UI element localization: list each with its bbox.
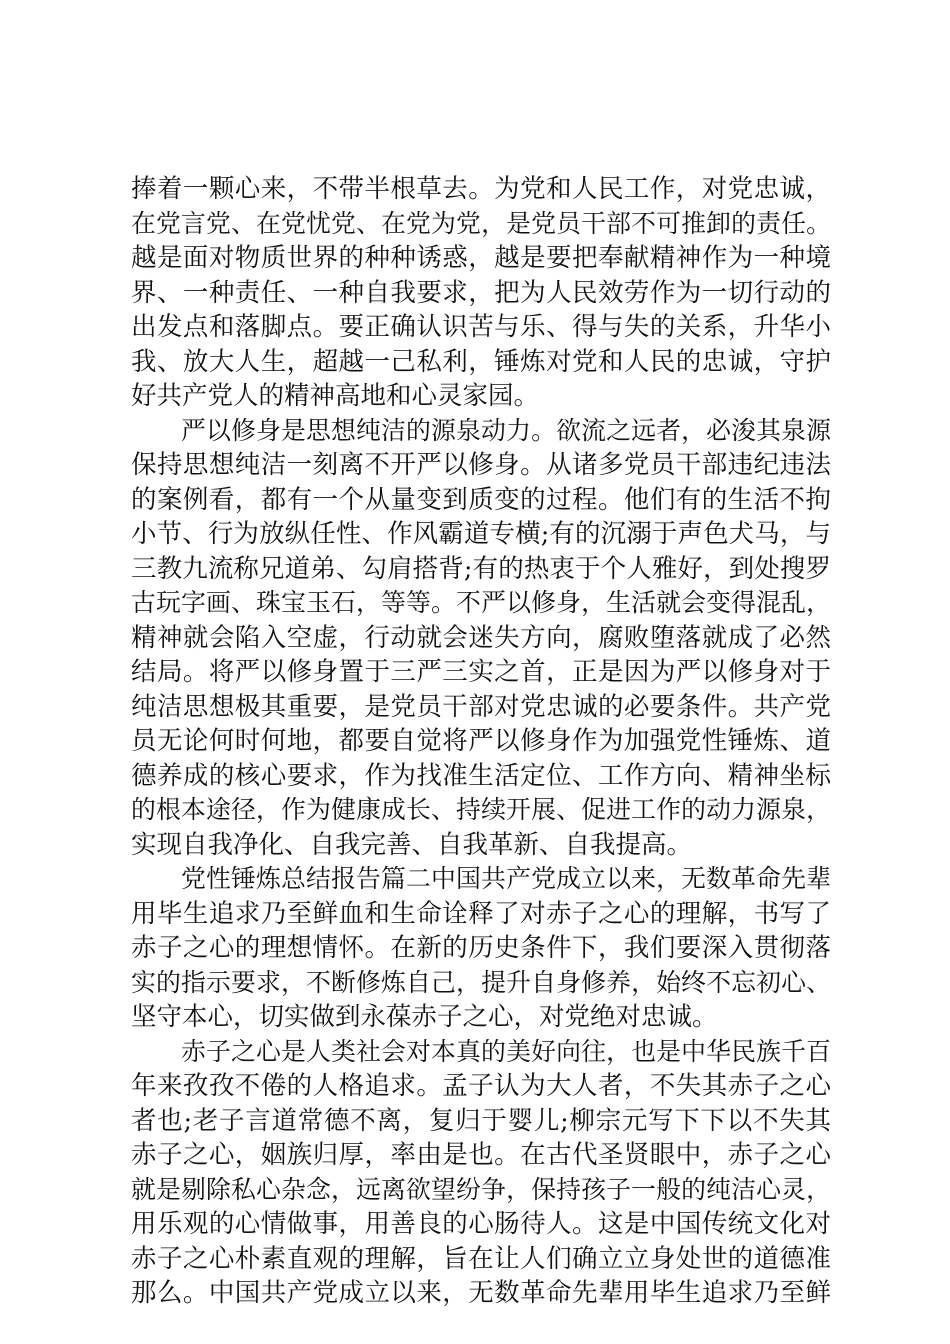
text-line: 越是面对物质世界的种种诱惑，越是要把奉献精神作为一种境 bbox=[131, 243, 831, 273]
paragraph-first-line: 党性锤炼总结报告篇二中国共产党成立以来，无数革命先辈 bbox=[181, 864, 831, 893]
text-line: 保持思想纯洁一刻离不开严以修身。从诸多党员干部违纪违法 bbox=[131, 450, 831, 480]
text-line: 实的指示要求，不断修炼自己，提升自身修养，始终不忘初心、 bbox=[131, 967, 831, 997]
text-line: 那么。中国共产党成立以来，无数革命先辈用毕生追求乃至鲜 bbox=[131, 1278, 831, 1308]
text-line: 精神就会陷入空虚，行动就会迷失方向，腐败堕落就成了必然 bbox=[131, 622, 831, 653]
text-line: 年来孜孜不倦的人格追求。孟子认为大人者，不失其赤子之心 bbox=[131, 1071, 831, 1101]
text-line: 小节、行为放纵任性、作风霸道专横;有的沉溺于声色犬马，与 bbox=[131, 519, 831, 549]
text-line: 结局。将严以修身置于三严三实之首，正是因为严以修身对于 bbox=[131, 657, 831, 687]
paragraph-first-line: 赤子之心是人类社会对本真的美好向往，也是中华民族千百 bbox=[181, 1036, 831, 1066]
document-body bbox=[131, 172, 831, 1311]
text-line: 赤子之心，姻族归厚，率由是也。在古代圣贤眼中，赤子之心 bbox=[131, 1140, 831, 1170]
text-line: 纯洁思想极其重要，是党员干部对党忠诚的必要条件。共产党 bbox=[131, 691, 831, 722]
paragraph-first-line: 严以修身是思想纯洁的源泉动力。欲流之远者，必浚其泉源 bbox=[181, 415, 831, 445]
text-line: 我、放大人生，超越一己私利，锤炼对党和人民的忠诚，守护 bbox=[131, 346, 831, 377]
text-line: 出发点和落脚点。要正确认识苦与乐、得与失的关系，升华小 bbox=[131, 312, 831, 342]
text-line: 的根本途径，作为健康成长、持续开展、促进工作的动力源泉， bbox=[131, 795, 831, 824]
text-line: 界、一种责任、一种自我要求，把为人民效劳作为一切行动的 bbox=[131, 277, 831, 308]
text-line: 者也;老子言道常德不离，复归于婴儿;柳宗元写下下以不失其 bbox=[131, 1105, 831, 1136]
text-line: 的案例看，都有一个从量变到质变的过程。他们有的生活不拘 bbox=[131, 484, 831, 515]
text-line: 在党言党、在党忧党、在党为党，是党员干部不可推卸的责任。 bbox=[131, 208, 831, 238]
text-line: 用乐观的心情做事，用善良的心肠待人。这是中国传统文化对 bbox=[131, 1209, 831, 1239]
text-line: 古玩字画、珠宝玉石，等等。不严以修身，生活就会变得混乱， bbox=[131, 588, 831, 617]
text-line: 用毕生追求乃至鲜血和生命诠释了对赤子之心的理解，书写了 bbox=[131, 898, 831, 929]
text-line: 捧着一颗心来，不带半根草去。为党和人民工作，对党忠诚， bbox=[131, 174, 831, 204]
text-line: 赤子之心朴素直观的理解，旨在让人们确立立身处世的道德准 bbox=[131, 1243, 831, 1274]
text-line: 实现自我净化、自我完善、自我革新、自我提高。 bbox=[131, 829, 693, 860]
text-line: 赤子之心的理想情怀。在新的历史条件下，我们要深入贯彻落 bbox=[131, 933, 831, 963]
text-line: 员无论何时何地，都要自觉将严以修身作为加强党性锤炼、道 bbox=[131, 726, 831, 756]
text-line: 就是剔除私心杂念，远离欲望纷争，保持孩子一般的纯洁心灵， bbox=[131, 1174, 831, 1204]
text-line: 三教九流称兄道弟、勾肩搭背;有的热衷于个人雅好，到处搜罗 bbox=[131, 553, 831, 584]
text-line: 德养成的核心要求，作为找准生活定位、工作方向、精神坐标 bbox=[131, 760, 831, 791]
text-line: 好共产党人的精神高地和心灵家园。 bbox=[131, 381, 540, 411]
text-line: 坚守本心，切实做到永葆赤子之心，对党绝对忠诚。 bbox=[131, 1002, 718, 1032]
